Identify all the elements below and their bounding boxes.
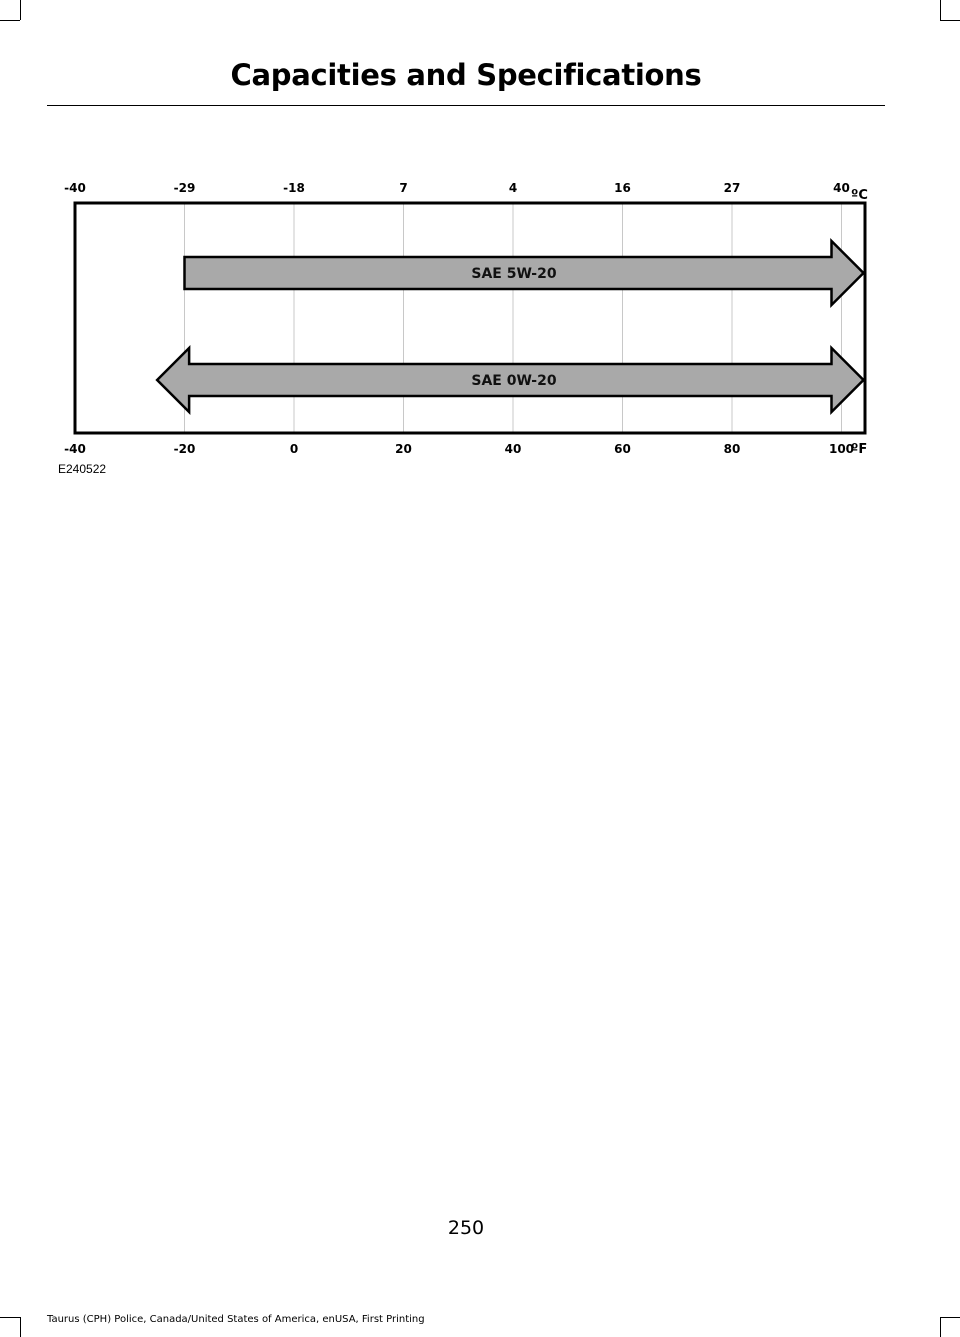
fahrenheit-unit: ºF [851,442,868,457]
publication-info: Taurus (CPH) Police, Canada/United States of America, enUSA, First Printing [47,1314,425,1325]
celsius-tick-label: 27 [723,181,741,195]
viscosity-bands [157,241,863,412]
fahrenheit-tick-label: -40 [64,442,86,456]
oil-viscosity-chart [0,170,960,470]
viscosity-band-label: SAE 0W-20 [471,373,557,389]
celsius-tick-label: -18 [283,181,305,195]
title-rule [47,105,885,106]
fahrenheit-tick-label: 80 [723,442,741,456]
chart-grid [185,203,842,433]
page-title: Capacities and Specifications [230,58,702,92]
fahrenheit-axis [64,442,854,456]
fahrenheit-tick-label: 40 [504,442,522,456]
celsius-axis [64,181,850,195]
fahrenheit-tick-label: 0 [289,442,299,456]
celsius-unit: ºC [851,188,868,203]
page-number: 250 [447,1217,485,1239]
crop-mark [20,1317,21,1337]
crop-mark [940,1317,960,1318]
celsius-tick-label: -40 [64,181,86,195]
crop-mark [20,0,21,20]
crop-mark [940,0,941,20]
celsius-tick-label: -29 [173,181,196,195]
figure-id: E240522 [58,462,107,476]
fahrenheit-tick-label: 60 [614,442,631,456]
fahrenheit-tick-label: 100 [828,442,855,456]
celsius-tick-label: 7 [399,181,408,195]
celsius-tick-label: 40 [833,181,850,195]
crop-mark [0,20,20,21]
crop-mark [0,1317,20,1318]
fahrenheit-tick-label: -20 [173,442,196,456]
crop-mark [940,20,960,21]
viscosity-band-label: SAE 5W-20 [471,266,557,282]
crop-mark [940,1317,941,1337]
fahrenheit-tick-label: 20 [395,442,412,456]
celsius-tick-label: 16 [614,181,631,195]
chart-frame [75,203,865,433]
celsius-tick-label: 4 [508,181,518,195]
